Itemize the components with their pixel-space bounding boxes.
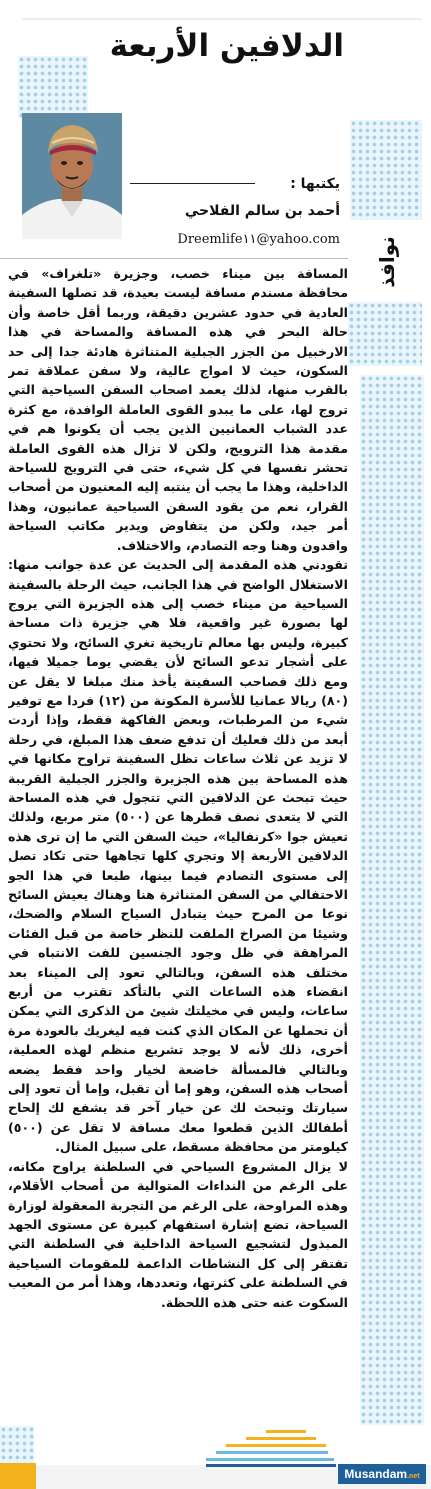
article-body [8, 264, 348, 1420]
article-top-rule [0, 258, 348, 259]
header-rule [22, 18, 422, 20]
footer-brand-logo [338, 1464, 426, 1484]
article-paragraph-1: المسافة بين ميناء خصب، وجزيرة «تلغراف» في محافظة مسندم مسافة ليست بعيدة، قد تصلها السفينة العادية في حدود عشرين دقيقة، وربما أقل خاصة وأن حالة البحر في هذه المسافة والمساحة في هذا الارخبيل من الجزر الجبلية المتناثرة هادئة جدا إلى حد السكون، حيث لا امواج عالية، ولا سفن عملاقة تمر بالقرب منها، لذلك يعمد اصحاب السفن السياحية التي تروج لها، على ما يبدو القوى العاملة الوافدة، مع كثرة عدد الشباب العمانيين الذين يجب أن يكونوا هم في مقدمة هذا الترويج، ولكن لا تزال هذه القوى العاملة تحشر نفسها في كل شيء، حتى في الترويج للسياحة الداخلية، وهذا ما يجب أن ينتبه إليه المعنيون من أصحاب القرار، نعم من يقود السفن السياحية عمانيون، وهذا أمر جيد، ولكن من يتفاوض ويدير مكاتب السياحة وافدون وهنا وجه التصادم، والاختلاف. [8, 266, 348, 553]
stripes-icon [206, 1428, 336, 1468]
dot-pattern-right-column [360, 375, 424, 1425]
dot-pattern-bottom-left [0, 1426, 34, 1464]
author-photo [22, 113, 122, 239]
byline-label: يكتبها : [290, 176, 340, 192]
footer-accent-block [0, 1463, 36, 1489]
dot-pattern-top-right [350, 120, 422, 220]
section-label [354, 226, 420, 298]
author-portrait-illustration [22, 113, 122, 239]
footer-brand-name: Musandam [344, 1467, 408, 1481]
author-name: أحمد بن سالم الفلاحي [184, 203, 340, 219]
footer-stripes-graphic [206, 1428, 336, 1468]
article-paragraph-2: تقودني هذه المقدمة إلى الحديث عن عدة جوانب منها: الاستغلال الواضح في هذا الجانب، حيث الرحلة بالسفينة السياحية من ميناء خصب إلى هذه الجزيرة التي يروج لها بصورة غير واقعية، فلا هي جزيرة ذات مساحة كبيرة، وليس بها معالم تاريخية تغري السائح، ولا تحتوي على أشجار تدعو السائح لأن يقضي يوما جميلا فيها، ومع ذلك فصاحب السفينة يأخذ منك مبلغا لا يقل عن (٨٠) ريالا عمانيا للأسرة المكونة من (١٢) فردا مع توفير شيء من المرطبات، وبعض الفاكهة فقط، وإذا أردت أبعد من ذلك فعليك أن تدفع ضعف هذا المبلغ، في رحلة لا تزيد عن ثلاث ساعات تظل السفينة تراوح مكانها في هذه المساحة بين هذه الجزيرة والجزر الجبلية القريبة حيث تبحث عن الدلافين التي تتجول في هذه المساحة التي لا يتعدى نصف قطرها عن (٥٠٠) متر مربع، ولذلك تعيش جوا «كرنفاليا»، حيث السفن التي ما إن ترى هذه الدلافين الأربعة إلا وتجري كلها تجاهها حتى تكاد تصل إلى مستوى التصادم فيما بينها، طبعا في هذا الجو الاحتفالي من السفن المتناثرة هنا وهناك يعيش السائح نوعا من المرح حيث يتبادل السياح السلام والضحك، وشيئا من الصراخ الملفت للنظر خاصة من قبل الفئات المراهقة في ظل وجود الجنسين للفت الانتباه في مختلف هذه السفن، وبالتالي تعود إلى الميناء بعد انقضاء هذه الساعات التي بالتأكد تقترب من أربع ساعات، وليس في مخيلتك شيئ من الذكرى التي يمكن أن تحملها عن المكان الذي كنت فيه ليغريك بالعودة مرة أخرى، ذلك لأنه لا يوجد تشريع منظم لهذه العملية، وبالتالي فالمسألة خاضعة لخيار واحد فقط يضعه أصحاب هذه السفن، وهو إما أن تقبل، وإما أن تعود إلى سيارتك وتبحث لك عن خيار آخر قد يشفع لك إلحاح أطفالك الذين قطعوا معك مسافة لا تقل عن (٥٠٠) كيلومتر من محافظة مسقط، على سبيل المثال. [8, 557, 348, 1155]
footer-brand-suffix: .net [407, 1473, 420, 1480]
article-paragraph-3: لا يزال المشروع السياحي في السلطنة يراوح مكانه، على الرغم من النداءات المتوالية من أصحاب الأقلام، وهذه المراوحة، على الرغم من التجربة المعقولة لوزارة السياحة، تضع إشارة استفهام كبيرة عن مستوى الجهد المبذول لتشجيع السياحة الداخلية في السلطنة التي تفتقر إلى كل النشاطات الداعمة للمقومات السياحية في السلطنة على كثرتها، وتعددها، وهذا أمر من المعيب السكوت عنه حتى هذه اللحظة. [8, 1158, 348, 1310]
article-title: الدلافين الأربعة [109, 28, 344, 64]
dot-pattern-top-left [18, 56, 88, 118]
author-email: Dreemlife١١@yahoo.com [177, 232, 340, 247]
byline-rule [130, 183, 255, 184]
section-label-text: نوافذ [375, 236, 399, 288]
dot-pattern-mid-right [348, 302, 422, 366]
